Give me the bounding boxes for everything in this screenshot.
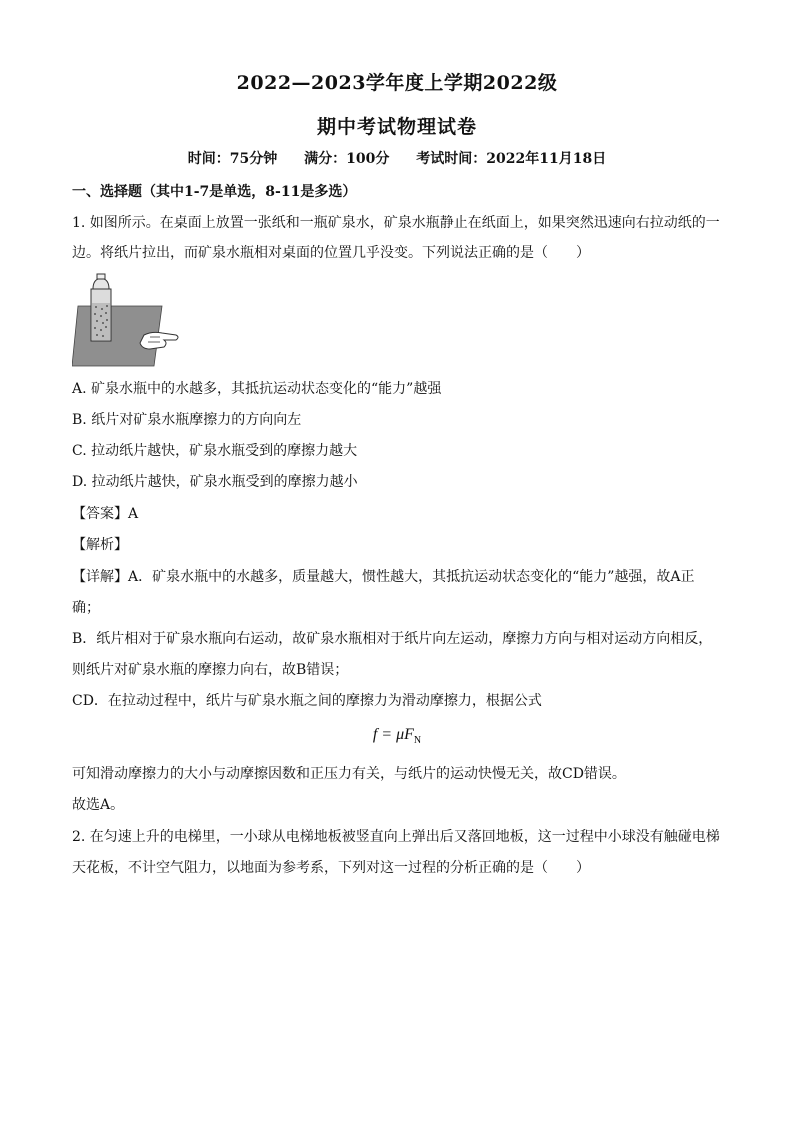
section-title: 一、选择题（其中1-7是单选，8-11是多选） [72, 184, 357, 200]
exam-meta [0, 148, 794, 168]
formula-subscript: N [413, 735, 422, 747]
friction-formula [0, 726, 794, 746]
q1-option-a: A. 矿泉水瓶中的水越多，其抵抗运动状态变化的“能力”越强 [72, 381, 442, 397]
bottle-on-paper-figure [72, 273, 184, 369]
q1-detail-line4: 则纸片对矿泉水瓶的摩擦力向右，故B错误； [72, 662, 349, 678]
bottle-water [92, 303, 110, 340]
q1-stem-line2: 边。将纸片拉出，而矿泉水瓶相对桌面的位置几乎没变。下列说法正确的是（ ） [72, 245, 590, 261]
bottle-neck [93, 279, 109, 289]
q1-detail-line1: 【详解】A．矿泉水瓶中的水越多，质量越大，惯性越大，其抵抗运动状态变化的“能力”越强，故A正 [72, 569, 695, 585]
q1-conclusion: 故选A。 [72, 797, 125, 813]
q1-detail-line2: 确； [72, 600, 100, 616]
exam-date: 考试时间：2022年11月18日 [416, 151, 607, 167]
q1-detail-line5: CD．在拉动过程中，纸片与矿泉水瓶之间的摩擦力为滑动摩擦力，根据公式 [72, 693, 542, 709]
q1-option-d: D. 拉动纸片越快，矿泉水瓶受到的摩擦力越小 [72, 474, 358, 490]
exam-title-line2: 期中考试物理试卷 [316, 116, 477, 138]
hand-icon [140, 332, 178, 349]
exam-time: 时间：75分钟 [187, 151, 278, 167]
q2-stem-line2: 天花板，不计空气阻力，以地面为参考系，下列对这一过程的分析正确的是（ ） [72, 860, 590, 876]
exam-score: 满分：100分 [304, 151, 390, 167]
q1-analysis-label: 【解析】 [72, 537, 128, 553]
bottle-cap [97, 274, 105, 279]
exam-title-line1: 2022—2023学年度上学期2022级 [236, 72, 558, 94]
q1-option-c: C. 拉动纸片越快，矿泉水瓶受到的摩擦力越大 [72, 443, 358, 459]
formula-main: f = μF [372, 726, 414, 743]
q1-detail-line6: 可知滑动摩擦力的大小与动摩擦因数和正压力有关，与纸片的运动快慢无关，故CD错误。 [72, 766, 626, 782]
q2-stem-line1: 2. 在匀速上升的电梯里，一小球从电梯地板被竖直向上弹出后又落回地板，这一过程中小球没有触碰电梯 [72, 829, 720, 845]
q1-answer: 【答案】A [72, 506, 139, 522]
q1-detail-line3: B．纸片相对于矿泉水瓶向右运动，故矿泉水瓶相对于纸片向左运动，摩擦力方向与相对运动方向相反， [72, 631, 713, 647]
q1-option-b: B. 纸片对矿泉水瓶摩擦力的方向向左 [72, 412, 302, 428]
q1-stem-line1: 1. 如图所示。在桌面上放置一张纸和一瓶矿泉水，矿泉水瓶静止在纸面上，如果突然迅速向右拉动纸的一 [72, 215, 720, 231]
